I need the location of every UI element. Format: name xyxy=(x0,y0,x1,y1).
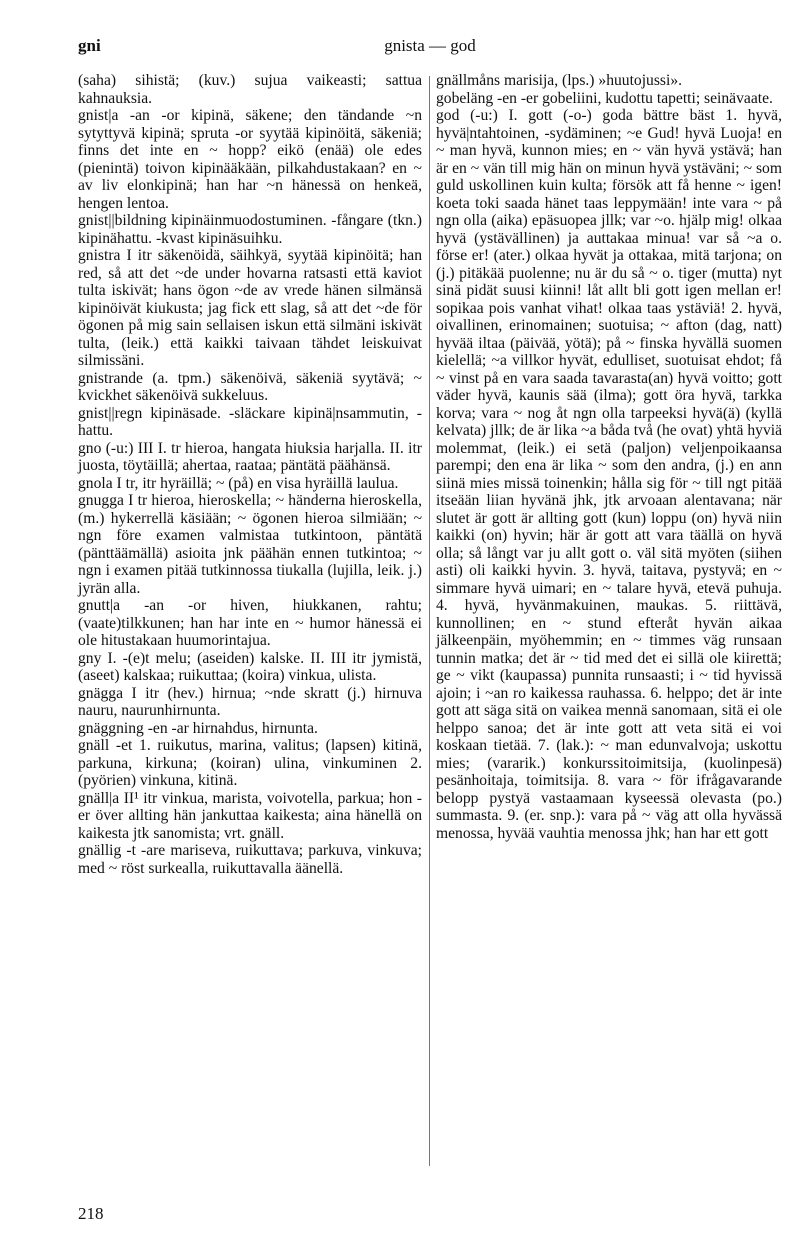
entry-gnutta: gnutt|a -an -or hiven, hiukkanen, rahtu; (vaate)tilkkunen; han har inte en ~ humor hänessä ei ole hitustakaan huumorintajua. xyxy=(78,597,422,649)
page-header xyxy=(78,36,782,58)
entry-gny: gny I. -(e)t melu; (aseiden) kalske. II. III itr jymistä, (aseet) kalskaa; ruikuttaa; (koira) vinkua, ulista. xyxy=(78,649,422,684)
entry-gnistra: gnistra I itr säkenöidä, säihkyä, syytää kipinöitä; han red, så att det ~de under hovarna ratsasti että kaviot tulta iskivät; hans ögon ~de av vrede hänen silmänsä kipinöivät kiukusta; jag fick ett slag, så att det ~de för ögonen på mig sain sellaisen iskun että silmäni iskivät tulta, (leik.) että kaikki taivaan tähdet leiskuivat silmissäni. xyxy=(78,247,422,369)
entry-gnall-noun: gnäll -et 1. ruikutus, marina, valitus; (lapsen) kitinä, parkuna, kirkuna; (koiran) ulina, vinkuminen 2. (pyörien) vinkuna, kitinä. xyxy=(78,737,422,789)
entry-gno: gno (-u:) III I. tr hieroa, hangata hiuksia harjalla. II. itr juosta, töytäillä; ahertaa, raataa; päntätä päähänsä. xyxy=(78,439,422,474)
guide-word: gni xyxy=(78,36,101,55)
entry-gnistregn: gnist||regn kipinäsade. -släckare kipinä|nsammutin, -hattu. xyxy=(78,404,422,439)
page-number: 218 xyxy=(78,1204,104,1223)
right-column xyxy=(436,72,782,842)
entry-gnagga: gnägga I itr (hev.) hirnua; ~nde skratt (j.) hirnuva nauru, naurunhirnunta. xyxy=(78,684,422,719)
entry-gnallmans: gnällmåns marisija, (lps.) »huutojussi». xyxy=(436,72,683,89)
entry-gobelang: gobeläng -en -er gobeliini, kudottu tapetti; seinävaate. xyxy=(436,89,773,107)
entry-gnugga: gnugga I tr hieroa, hieroskella; ~ händerna hieroskella, (m.) hykerrellä käsiään; ~ ögonen hieroa silmiään; ~ ngn före examen valmistaa tutkintoon, päntätä (pänttäämällä) asioita jnk päähän ennen tutkintoa; ~ ngn i examen pitää tutkinnossa tiukalla (lujilla, leik. j.) jyrän alla. xyxy=(78,492,422,597)
entry-continuation: (saha) sihistä; (kuv.) sujua vaikeasti; sattua kahnauksia. xyxy=(78,72,422,107)
entry-gnallig: gnällig -t -are mariseva, ruikuttava; parkuva, vinkuva; med ~ röst surkealla, ruikuttavalla äänellä. xyxy=(78,842,422,877)
entry-god: god (-u:) I. gott (-o-) goda bättre bäst 1. hyvä, hyvä|ntahtoinen, -sydäminen; ~e Gud! hyvä Luoja! en ~ man hyvä, kunnon mies; en ~ vän hyvä ystävä; han är en ~ vän till mig hän on minun hyvä ystäväni; ~ som guld uskollinen kuin kulta; försök att få henne ~ igen! koeta toki saada hänet taas leppymään! inte vara ~ på ngn olla (aika) epäsuopea jllk; var ~o. hjälp mig! olkaa hyvä (ystävällinen) ja auttakaa minua! var så ~a o. förse er! (ater.) olkaa hyvät ja ottakaa, mitä tarjona; on (j.) pitäkää puolenne; nu är du så ~ o. tiger (mutta) nyt sinä pidät suusi kiinni! låt allt bli gott igen mellan er! sopikaa pois vanhat vihat! olkaa taas ystäviä! 2. hyvä, oivallinen, erinomainen; suotuisa; ~ afton (dag, natt) hyvää iltaa (päivää, yötä); på ~ finska hyvällä suomen kielellä; ~a villkor hyvät, edulliset, suotuisat ehdot; få ~ vinst på en vara saada tavarasta(an) hyvä voitto; gott väder hyvä, kaunis sää (ilma); gott öra hyvä, tarkka korva; vara ~ nog åt ngn olla tarpeeksi hyvä(ä) (kyllä kelvata) jllk; de är lika ~a båda två (he ovat) yhtä hyviä molemmat, (leik.) ei setä (paljon) veljenpoikaansa parempi; den ena är lika ~ som den andra, (j.) en ann siinä mies missä toinenkin; hålla sig för ~ till ngt pitää itseään liian hyvänä jhk, jtk arvoaan alentavana; när slutet är gott är allting gott (kun) loppu (on) hyvä niin kaikki (on) hyvin; här är gott att vara täällä on hyvä olla; så långt var ju allt gott o. väl sitä myöten (siihen asti) oli kaikki hyvin. 3. hyvä, taitava, pystyvä; en ~ simmare hyvä uimari; en ~ talare hyvä, etevä puhuja. 4. hyvä, hyvänmakuinen, maukas. 5. riittävä, kunnollinen; en ~ stund efteråt hyvän aikaa jälkeenpäin, myöhemmin; en ~ timmes väg runsaan tunnin matka; det är ~ tid med det ei sillä ole kiirettä; ge ~ vikt (kaupassa) punnita runsaasti; i ~ tid hyvissä ajoin; i ~an ro kaikessa rauhassa. 6. helppo; det är inte gott att säga sitä on vaikea mennä sanomaan, sitä ei ole helppo sanoa; det är inte gott att veta sitä ei voi koskaan tietää. 7. (lak.): ~ man edunvalvoja; uskottu mies; (vararik.) konkurssitoimitsija, (kuolinpesä) pesänhoitaja, toimitsija. 8. vara ~ för ifrågavarande belopp pystyä vastaamaan kyseessä olevasta (po.) summasta. 9. (er. snp.): vara på ~ väg att olla hyvässä menossa, hyvää vauhtia menossa jhk; han har ett gott xyxy=(436,107,782,842)
left-column xyxy=(78,72,422,877)
entry-gnola: gnola I tr, itr hyräillä; ~ (på) en visa hyräillä laulua. xyxy=(78,474,399,492)
entry-gnalla: gnäll|a II¹ itr vinkua, marista, voivotella, parkua; hon -er över allting hän jankuttaa kaikesta; aina hänellä on kaikesta jtk sanomista; vrt. gnäll. xyxy=(78,789,422,842)
entry-gnistbildning: gnist||bildning kipinäinmuodostuminen. -fångare (tkn.) kipinähattu. -kvast kipinäsuihku. xyxy=(78,212,422,247)
running-title: gnista — god xyxy=(384,36,476,55)
entry-gnaggning: gnäggning -en -ar hirnahdus, hirnunta. xyxy=(78,719,318,737)
entry-gnista: gnist|a -an -or kipinä, säkene; den tändande ~n sytyttyvä kipinä; spruta -or syytää kipinöitä, säkeniä; finns det inte en ~ hopp? eikö (enää) ole edes (pienintä) toivon kipinääkään, pilkahdustakaan? en ~ av liv elonkipinä; han har ~n hänessä on henkeä, hengen lentoa. xyxy=(78,107,422,212)
entry-gnistrande: gnistrande (a. tpm.) säkenöivä, säkeniä syytävä; ~ kvickhet säkenöivä sukkeluus. xyxy=(78,369,422,404)
column-divider xyxy=(429,76,430,1166)
